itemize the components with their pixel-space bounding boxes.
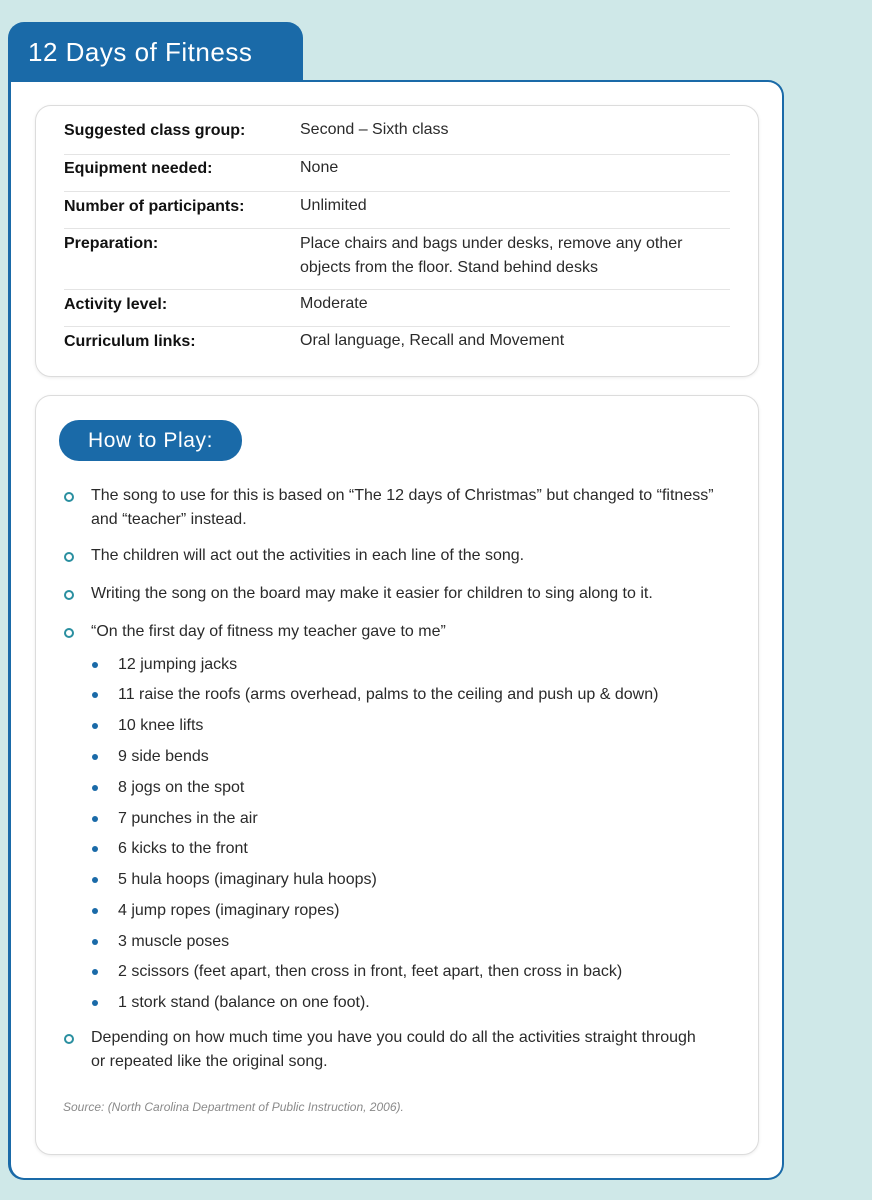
info-value: None xyxy=(300,159,339,176)
sub-list-item: 7 punches in the air xyxy=(118,810,258,827)
bullet-ring-icon xyxy=(64,552,74,562)
bullet-dot-icon xyxy=(92,846,98,852)
sub-list-item: 12 jumping jacks xyxy=(118,656,238,673)
bullet-dot-icon xyxy=(92,754,98,760)
bullet-dot-icon xyxy=(92,692,98,698)
info-label: Equipment needed: xyxy=(64,160,213,177)
list-item: Writing the song on the board may make it easier for children to sing along to it. xyxy=(91,585,653,602)
bullet-dot-icon xyxy=(92,723,98,729)
bullet-dot-icon xyxy=(92,785,98,791)
bullet-dot-icon xyxy=(92,908,98,914)
info-row-curriculum xyxy=(64,333,730,363)
info-table xyxy=(35,105,759,377)
source-citation: Source: (North Carolina Department of Public Instruction, 2006). xyxy=(63,1100,404,1114)
info-label: Suggested class group: xyxy=(64,122,246,139)
info-value: Oral language, Recall and Movement xyxy=(300,332,565,349)
info-value: Moderate xyxy=(300,295,368,312)
page-title-text: 12 Days of Fitness xyxy=(28,36,253,67)
info-label: Activity level: xyxy=(64,296,168,313)
sub-list-item: 6 kicks to the front xyxy=(118,840,248,857)
sub-list-item: 11 raise the roofs (arms overhead, palms to the ceiling and push up & down) xyxy=(118,686,659,703)
sub-list-item: 3 muscle poses xyxy=(118,933,230,950)
list-item: “On the first day of fitness my teacher gave to me” xyxy=(91,623,446,640)
sub-list-item: 2 scissors (feet apart, then cross in front, feet apart, then cross in back) xyxy=(118,963,623,980)
how-to-play-heading xyxy=(59,420,242,461)
info-label: Preparation: xyxy=(64,235,159,252)
list-item: The children will act out the activities in each line of the song. xyxy=(91,547,525,564)
list-item: Depending on how much time you have you could do all the activities straight through or repeated like the original song. xyxy=(91,1029,696,1070)
bullet-ring-icon xyxy=(64,628,74,638)
info-row-class-group xyxy=(64,122,730,155)
page-title xyxy=(8,22,303,82)
bullet-dot-icon xyxy=(92,662,98,668)
sub-list-item: 1 stork stand (balance on one foot). xyxy=(118,994,370,1011)
bullet-ring-icon xyxy=(64,1034,74,1044)
how-to-play-heading-text: How to Play: xyxy=(87,428,214,452)
bullet-dot-icon xyxy=(92,877,98,883)
sub-list-item: 10 knee lifts xyxy=(118,717,204,734)
info-row-preparation xyxy=(64,235,730,290)
sub-list-item: 5 hula hoops (imaginary hula hoops) xyxy=(118,871,377,888)
bullet-dot-icon xyxy=(92,816,98,822)
sub-list-item: 9 side bends xyxy=(118,748,209,765)
info-row-activity-level xyxy=(64,296,730,327)
bullet-dot-icon xyxy=(92,969,98,975)
sub-list-item: 8 jogs on the spot xyxy=(118,779,245,796)
info-value: Second – Sixth class xyxy=(300,121,449,138)
info-value: Unlimited xyxy=(300,197,367,214)
info-label: Curriculum links: xyxy=(64,333,196,350)
info-row-participants xyxy=(64,198,730,229)
bullet-dot-icon xyxy=(92,1000,98,1006)
sub-list-item: 4 jump ropes (imaginary ropes) xyxy=(118,902,340,919)
info-label: Number of participants: xyxy=(64,198,245,215)
info-value: Place chairs and bags under desks, remove any other objects from the floor. Stand behind desks xyxy=(300,235,683,276)
info-row-equipment xyxy=(64,160,730,192)
bullet-dot-icon xyxy=(92,939,98,945)
bullet-ring-icon xyxy=(64,492,74,502)
bullet-ring-icon xyxy=(64,590,74,600)
list-item: The song to use for this is based on “The 12 days of Christmas” but changed to “fitness” and “teacher” instead. xyxy=(91,487,714,528)
